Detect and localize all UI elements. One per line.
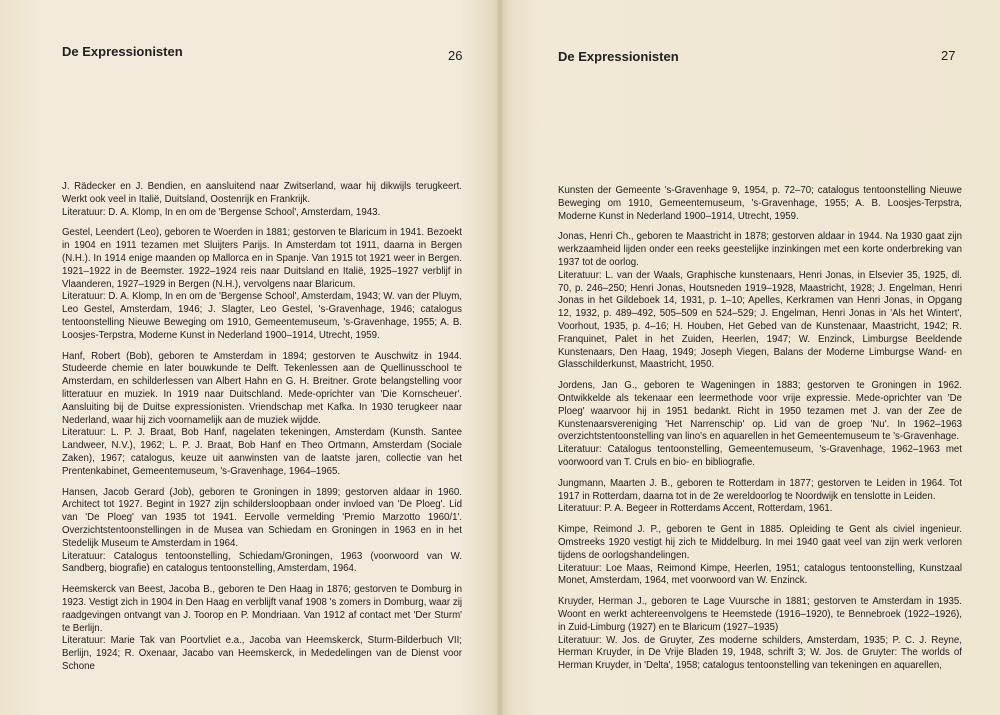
entry-jonas xyxy=(558,231,962,372)
entry-hanf xyxy=(62,351,462,479)
page-number: 26 xyxy=(448,48,463,63)
entry-hansen xyxy=(62,487,462,577)
entry-text: Kruyder, Herman J., geboren te Lage Vuursche in 1881; gestorven te Amsterdam in 1935. Woont en werkt achtereenvolgens te Heemstede (1916–1920), te Bennebroek (1922–1926), in Zuid-Limburg (1927) en te Blaricum (1927–1935) xyxy=(558,596,962,633)
entry-literature: Literatuur: P. A. Begeer in Rotterdams Accent, Rotterdam, 1961. xyxy=(558,503,833,515)
entry-literature: Literatuur: Catalogus tentoonstelling, Gemeentemuseum, 's-Gravenhage, 1962–1963 met voorwoord van T. Cruls en bio- en bibliografie. xyxy=(558,444,962,468)
entry-text: J. Rädecker en J. Bendien, en aansluitend naar Zwitserland, waar hij dikwijls terugkeert. Werkt ook veel in Italië, Duitsland, Oostenrijk en Frankrijk. xyxy=(62,181,462,205)
entry-literature: Literatuur: D. A. Klomp, In en om de 'Bergense School', Amsterdam, 1943. xyxy=(62,206,381,218)
entry-literature: Literatuur: W. Jos. de Gruyter, Zes moderne schilders, Amsterdam, 1935; P. C. J. Reyne, Herman Kruyder, in De Vrije Bladen 19, 1948, schrift 3; W. Jos. de Gruyter: The worlds of Herman Kruyder, in 'Delta', 1958; catalogus tentoonstelling van tekeningen en aquarellen, xyxy=(558,634,962,672)
entry-jordens xyxy=(558,380,962,470)
entry-text: Kimpe, Reimond J. P., geboren te Gent in 1885. Opleiding te Gent als civiel ingenieur. Omstreeks 1920 vestigt hij zich te Middelburg. In mei 1940 gaat veel van zijn werk verloren tijdens de oorlogshandelingen. xyxy=(558,524,962,561)
entry-literature: Literatuur: Catalogus tentoonstelling, Schiedam/Groningen, 1963 (voorwoord van W. Sandberg, biografie) en catalogus tentoonstelling, Amsterdam, 1964. xyxy=(62,550,462,575)
page-body xyxy=(62,181,462,682)
entry-text: Gestel, Leendert (Leo), geboren te Woerden in 1881; gestorven te Blaricum in 1941. Bezoekt in 1904 en 1911 tezamen met Sluijters Parijs. In Amsterdam tot 1911, daarna in Bergen (N.H.). In 1914 enige maanden op Mallorca en in Spanje. Van 1915 tot 1921 weer in Bergen. 1921–1922 in de Beemster. 1922–1924 reis naar Duitsland en Italië, 1925–1927 verblijf in Vlaanderen, 1927–1929 in Bergen (N.H.), vervolgens naar Blaricum. xyxy=(62,227,462,290)
running-head: De Expressionisten xyxy=(62,44,183,59)
entry-literature: Literatuur: Marie Tak van Poortvliet e.a., Jacoba van Heemskerck, Sturm-Bilderbuch VII; Berlijn, 1924; R. Oxenaar, Jacabo van Heemskerck, in Mededelingen van de Dienst voor Schone xyxy=(62,635,462,672)
entry-text: Hansen, Jacob Gerard (Job), geboren te Groningen in 1899; gestorven aldaar in 1960. Architect tot 1927. Begint in 1927 zijn schildersloopbaan onder invloed van 'De Ploeg'. Lid van 'De Ploeg' van 1935 tot 1941. Eervolle vermelding 'Premio Marzotto 1960/1'. Overzichtstentoonstellingen in de Musea van Schiedam en Groningen in 1963 en in het Stedelijk Museum te Amsterdam in 1964. xyxy=(62,486,462,549)
entry-gestel xyxy=(62,227,462,342)
entry-literature: Literatuur: Loe Maas, Reimond Kimpe, Heerlen, 1951; catalogus tentoonstelling, Kunstzaal Monet, Amsterdam, 1964, met voorwoord van W. Enzinck. xyxy=(558,562,962,587)
entry-text: Hanf, Robert (Bob), geboren te Amsterdam in 1894; gestorven te Auschwitz in 1944. Studeerde chemie en later bouwkunde te Delft. Tekenlessen aan de Quellinusschool te Amsterdam, en schilderlessen van Albert Hahn en G. H. Breitner. Grote belangstelling voor litteratuur en muziek. In 1919 naar Duitschland. Mede-oprichter van 'Die Kornscheuer'. Aansluiting bij de Duitse expressionisten. Vriendschap met Kafka. In 1930 terugkeer naar Nederland, waar hij zich voornamelijk aan de muziek wijdde. xyxy=(62,350,462,426)
entry-heemskerck xyxy=(62,584,462,674)
page-body xyxy=(558,185,962,681)
entry-text: Jordens, Jan G., geboren te Wageningen in 1883; gestorven te Groningen in 1962. Ontwikkelde als tekenaar een leermethode voor vrije expressie. Mede-oprichter van 'De Ploeg' waarvoor hij in 1951 bedankt. Richt in 1950 tezamen met J. van der Zee de Kunstenaarsvereniging 'Het Narrenschip' op. Lid van de groep 'Nu'. In 1962–1963 overzichtstentoonstelling van lino's en aquarellen in het Gemeentemuseum te 's-Gravenhage. xyxy=(558,380,962,443)
entry-heemskerck-continued xyxy=(558,185,962,223)
entry-radecker xyxy=(62,181,462,219)
book-gutter xyxy=(497,0,503,715)
entry-literature: Literatuur: L. van der Waals, Graphische kunstenaars, Henri Jonas, in Elsevier 35, 1925, dl. 70, p. 246–250; Henri Jonas, Houtsneden 1919–1928, Maastricht, 1928; J. Engelman, Henri Jonas in het Gildeboek 14, 1931, p. 1–10; Apelles, Kerkramen van Henri Jonas, in Opgang 12, 1932, p. 489–492, 505–509 en 524–529; J. Engelman, Henri Jonas in 'Als het Wintert', Voorhout, 1935, p. 4–16; H. Houben, Het Gebed van de Kunstenaar, Maastricht, 1942; R. Franquinet, Palet in het Zuiden, Heerlen, 1947; W. Enzinck, Limburgse Beeldende Kunstenaars, Den Haag, 1949; Joseph Viegen, Balans der Moderne Limburgse Wand- en Glasschilderkunst, Maastricht, 1950. xyxy=(558,269,962,371)
running-head: De Expressionisten xyxy=(558,49,679,64)
entry-text: Jungmann, Maarten J. B., geboren te Rotterdam in 1877; gestorven te Leiden in 1964. Tot 1917 in Rotterdam, daarna tot in de 2e wereldoorlog te Noordwijk en tenslotte in Leiden. xyxy=(558,477,962,502)
right-page xyxy=(500,0,1000,715)
entry-kruyder xyxy=(558,596,962,673)
entry-literature: Literatuur: L. P. J. Braat, Bob Hanf, nagelaten tekeningen, Amsterdam (Kunsth. Santee Landweer, N.V.), 1962; L. P. J. Braat, Bob Hanf en Theo Ortmann, Amsterdam (Sociale Zaken), 1967; catalogus, keuze uit aanwinsten van de laatste jaren, collectie van het Prentenkabinet, Gemeentemuseum, 's-Gravenhage, 1964–1965. xyxy=(62,427,462,477)
entry-jungmann xyxy=(558,478,962,516)
entry-text: Heemskerck van Beest, Jacoba B., geboren te Den Haag in 1876; gestorven te Domburg in 1923. Vestigt zich in 1904 in Den Haag en verblijft vanaf 1908 's zomers in Domburg, waar zij raadgevingen ontvangt van J. Toorop en P. Mondriaan. Van 1912 af contact met 'Der Sturm' te Berlijn. xyxy=(62,584,462,634)
entry-literature: Kunsten der Gemeente 's-Gravenhage 9, 1954, p. 72–70; catalogus tentoonstelling Nieuwe Beweging om 1910, Gemeentemuseum, 's-Gravenhage, 1955; A. B. Loosjes-Terpstra, Moderne Kunst in Nederland 1900–1914, Utrecht, 1959. xyxy=(558,185,962,222)
entry-kimpe xyxy=(558,524,962,588)
entry-text: Jonas, Henri Ch., geboren te Maastricht in 1878; gestorven aldaar in 1944. Na 1930 gaat zijn werkzaamheid lijden onder een reeks geestelijke inzinkingen met een korte onderbreking van 1937 tot de oorlog. xyxy=(558,231,962,268)
page-number: 27 xyxy=(941,48,956,63)
entry-literature: Literatuur: D. A. Klomp, In en om de 'Bergense School', Amsterdam, 1943; W. van der Pluym, Leo Gestel, Amsterdam, 1946; J. Slagter, Leo Gestel, 's-Gravenhage, 1946; catalogus tentoonstelling Nieuwe Beweging om 1910, Gemeentemuseum, 's-Gravenhage, 1955; A. B. Loosjes-Terpstra, Moderne Kunst in Nederland 1900–1914, Utrecht, 1959. xyxy=(62,291,462,341)
